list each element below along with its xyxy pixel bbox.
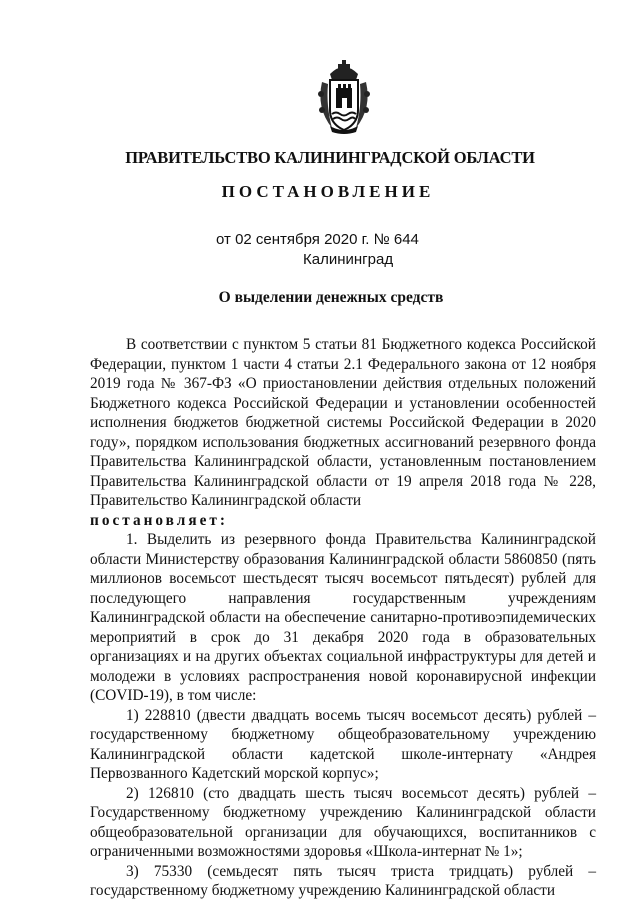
government-title: ПРАВИТЕЛЬСТВО КАЛИНИНГРАДСКОЙ ОБЛАСТИ: [125, 148, 535, 167]
item-1: 1. Выделить из резервного фонда Правительства Калининградской области Министерству образования Калининградской области 5860850 (пять миллионов восемьсот шестьдесят тысяч восемьсот пятьдесят) рублей для последующего направления государственным учреждениям Калининградской области на обеспечение санитарно-противоэпидемических мероприятий в срок до 31 декабря 2020 года в образовательных организациях и на других объектах социальной инфраструктуры для детей и молодежи в условиях распространения новой коронавирусной инфекции (COVID-19), в том числе:: [90, 531, 596, 704]
document-type: ПОСТАНОВЛЕНИЕ: [221, 182, 435, 201]
date-prefix: от: [216, 231, 231, 248]
preamble-text: В соответствии с пунктом 5 статьи 81 Бюджетного кодекса Российской Федерации, пунктом 1 части 4 статьи 2.1 Федерального закона от 12 ноября 2019 года № 367-ФЗ «О приостановлении действия отдельных положений Бюджетного кодекса Российской Федерации и установлении особенностей исполнения бюджетов бюджетной системы Российской Федерации в 2020 году», порядком использования бюджетных ассигнований резервного фонда Правительства Калининградской области, установленным постановлением Правительства Калининградской области от 19 апреля 2018 года № 228, Правительство Калининградской области: [90, 336, 596, 509]
resolves-word: постановляет:: [90, 511, 228, 529]
document-date: 02 сентября 2020 г.: [235, 231, 370, 248]
coat-of-arms-icon: [316, 60, 372, 134]
sub-item-2: 2) 126810 (сто двадцать шесть тысяч восемьсот десять) рублей – Государственному бюджетному учреждению Калининградской области общеобразовательной организации для обучающихся, воспитанников с ограниченными возможностями здоровья «Школа-интернат № 1»;: [90, 784, 596, 860]
date-line: [216, 231, 419, 248]
document-body: [90, 335, 596, 901]
document-subject: О выделении денежных средств: [218, 289, 444, 306]
sub-item-1: 1) 228810 (двести двадцать восемь тысяч восемьсот десять) рублей – государственному бюджетному общеобразовательному учреждению Калининградской области кадетской школе-интернату «Андрея Первозванного Кадетский морской корпус»;: [90, 706, 596, 782]
city: Калининград: [303, 251, 394, 268]
number-sign: №: [373, 231, 390, 248]
document-number: 644: [393, 231, 419, 248]
sub-item-3: 3) 75330 (семьдесят пять тысяч триста тридцать) рублей – государственному бюджетному учреждению Калининградской области: [90, 862, 596, 899]
preamble-paragraph: [90, 335, 596, 511]
